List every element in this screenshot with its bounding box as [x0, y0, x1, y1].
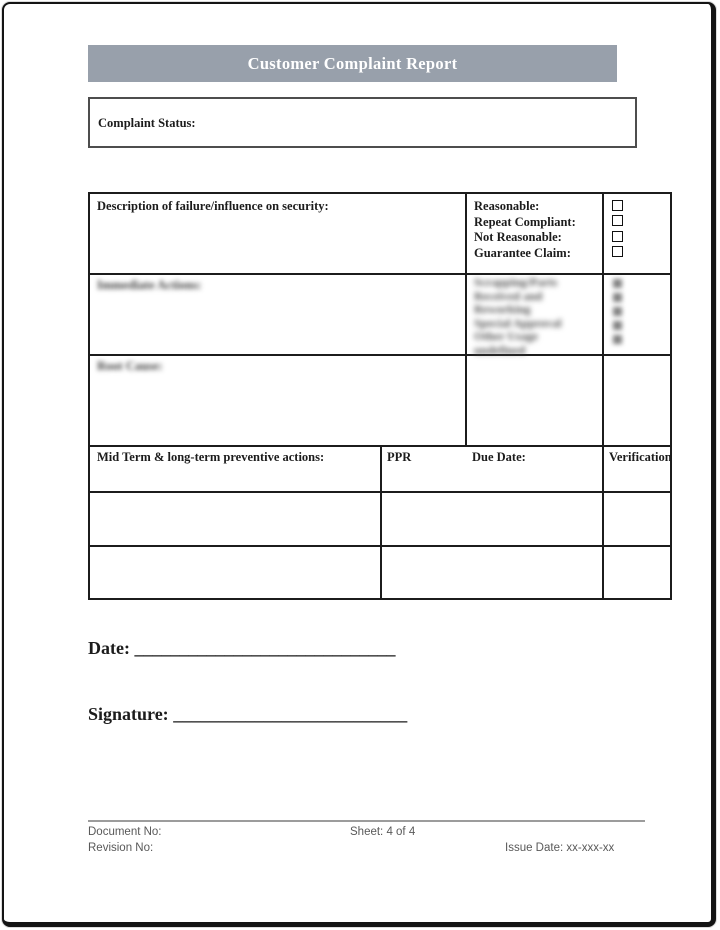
classification-checkboxes — [612, 200, 623, 261]
reasonable-checkbox[interactable] — [612, 200, 623, 211]
repeat-compliant-checkbox[interactable] — [612, 215, 623, 226]
classification-options — [474, 199, 576, 261]
redacted-checkbox — [613, 321, 622, 330]
redacted-immediate-actions-label: Immediate Actions: — [97, 278, 202, 292]
complaint-table — [88, 192, 672, 600]
issue-date-label: Issue Date: xx-xxx-xx — [505, 842, 615, 854]
redacted-action-options — [474, 276, 561, 357]
redacted-checkbox — [613, 293, 622, 302]
column-divider — [465, 194, 467, 445]
guarantee-claim-checkbox[interactable] — [612, 246, 623, 257]
due-date-label: Due Date: — [472, 450, 526, 464]
repeat-compliant-label: Repeat Compliant: — [474, 214, 576, 229]
complaint-status-box[interactable] — [88, 97, 637, 148]
redacted-option: Reworking — [474, 302, 531, 316]
date-fill-line: _____________________________ — [134, 638, 396, 658]
signature-row — [88, 704, 407, 725]
reasonable-label: Reasonable: — [474, 199, 540, 213]
report-title-banner — [88, 45, 617, 82]
signature-fill-line: __________________________ — [173, 704, 408, 724]
row-divider — [90, 273, 670, 275]
redacted-checkbox — [613, 335, 622, 344]
document-no-label: Document No: — [88, 826, 162, 838]
column-divider — [602, 194, 604, 598]
not-reasonable-label: Not Reasonable: — [474, 230, 562, 244]
guarantee-claim-label: Guarantee Claim: — [474, 245, 571, 260]
ppr-label: PPR — [387, 450, 412, 464]
redacted-option: Received and — [474, 288, 543, 303]
redacted-checkbox — [613, 279, 622, 288]
redacted-checkbox — [613, 307, 622, 316]
date-label: Date: — [88, 638, 130, 658]
preventive-action-entry-cell[interactable] — [90, 547, 380, 598]
signature-label: Signature: — [88, 704, 169, 724]
redacted-root-cause-label: Root Cause: — [97, 359, 163, 373]
redacted-option: undefined — [474, 342, 526, 357]
sheet-label: Sheet: 4 of 4 — [350, 826, 416, 838]
column-divider — [380, 445, 382, 598]
verification-label: Verification — [609, 450, 672, 464]
redacted-option: Scrapping/Parts — [474, 275, 558, 289]
description-of-failure-label: Description of failure/influence on security: — [97, 199, 329, 213]
preventive-action-entry-cell[interactable] — [90, 493, 380, 545]
preventive-actions-label: Mid Term & long-term preventive actions: — [97, 450, 325, 464]
revision-no-label: Revision No: — [88, 842, 154, 854]
complaint-status-label: Complaint Status: — [98, 116, 196, 130]
row-divider — [90, 354, 670, 356]
not-reasonable-checkbox[interactable] — [612, 231, 623, 242]
redacted-checkbox-marks — [613, 279, 622, 349]
redacted-option: Other Usage — [474, 329, 539, 343]
page-title: Customer Complaint Report — [247, 54, 458, 73]
redacted-option: Special Approval — [474, 315, 562, 330]
date-row — [88, 638, 395, 659]
footer-divider — [88, 820, 645, 822]
